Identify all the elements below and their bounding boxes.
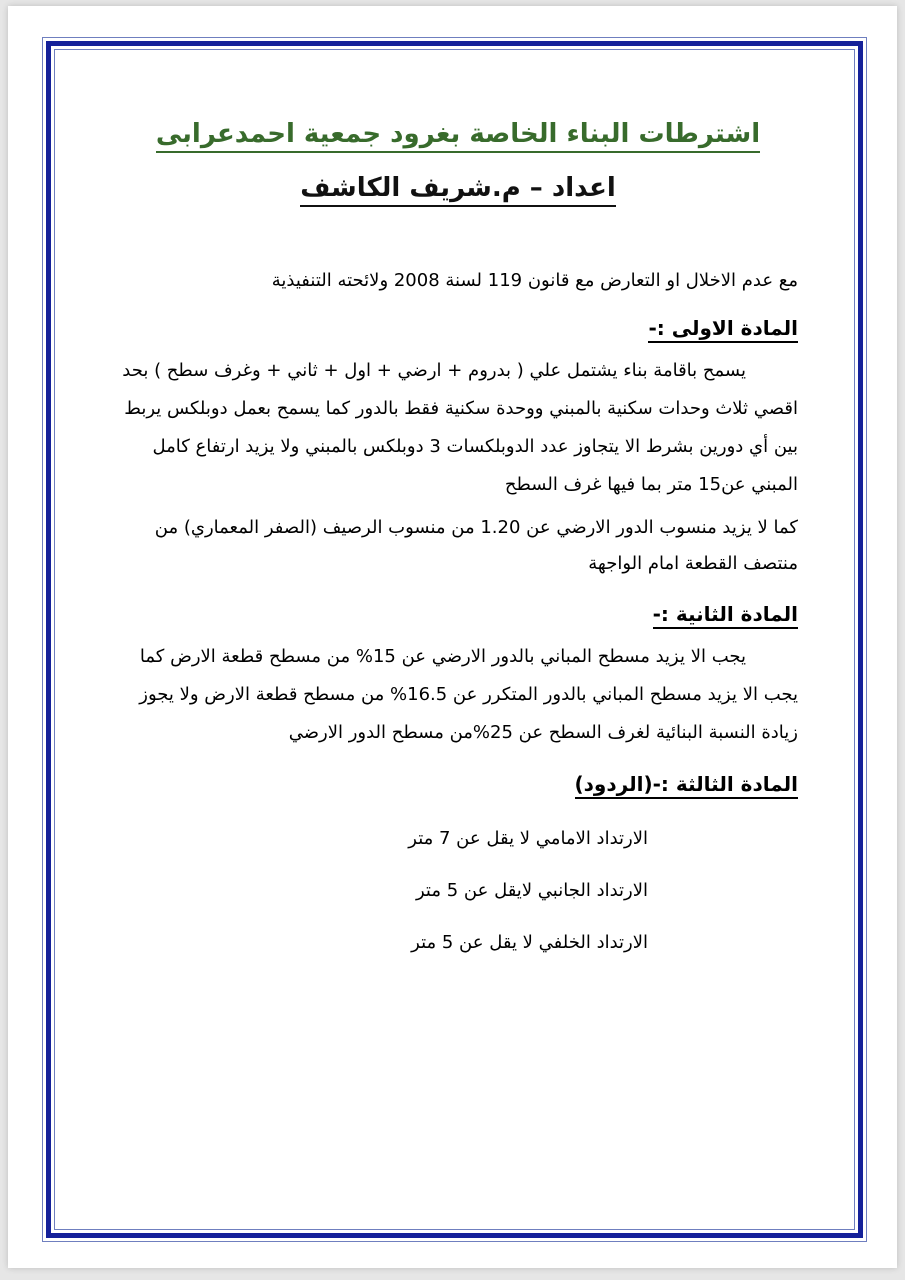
document-title-text: اشترطات البناء الخاصة بغرود جمعية احمدعرابى xyxy=(156,119,760,153)
document-author-text: اعداد – م.شريف الكاشف xyxy=(300,173,616,207)
article-1-heading xyxy=(118,312,798,344)
setback-front: الارتداد الامامي لا يقل عن 7 متر xyxy=(408,828,648,849)
article-1-paragraph-1: يسمح باقامة بناء يشتمل علي ( بدروم + ارضي + اول + ثاني + وغرف سطح ) بحد اقصي ثلاث وحدات سكنية بالمبني ووحدة سكنية فقط بالدور كما يسمح بعمل دوبلكس يربط بين أي دورين بشرط الا يتجاوز عدد الدوبلكسات 3 دوبلكس بالمبني ولا يزيد ارتفاع كامل المبني عن15 متر بما فيها غرف السطح xyxy=(122,360,798,495)
document-author xyxy=(118,168,798,208)
article-2-heading xyxy=(118,598,798,630)
article-3-heading xyxy=(118,768,798,800)
setback-side: الارتداد الجانبي لايقل عن 5 متر xyxy=(416,880,648,901)
document-title xyxy=(118,114,798,154)
setback-rear: الارتداد الخلفي لا يقل عن 5 متر xyxy=(411,932,648,953)
intro-text: مع عدم الاخلال او التعارض مع قانون 119 لسنة 2008 ولائحته التنفيذية xyxy=(271,270,798,291)
document-content xyxy=(118,100,798,956)
article-3-heading-text: المادة الثالثة :-(الردود) xyxy=(575,772,798,799)
article-1-paragraph-2: كما لا يزيد منسوب الدور الارضي عن 1.20 من منسوب الرصيف (الصفر المعماري) من منتصف القطعة امام الواجهة xyxy=(154,517,798,574)
article-1-heading-text: المادة الاولى :- xyxy=(648,316,798,343)
article-2-heading-text: المادة الثانية :- xyxy=(653,602,798,629)
article-2-paragraph: يجب الا يزيد مسطح المباني بالدور الارضي عن 15% من مسطح قطعة الارض كما يجب الا يزيد مسطح المباني بالدور المتكرر عن 16.5% من مسطح قطعة الارض ولا يجوز زيادة النسبة البنائية لغرف السطح عن 25%من مسطح الدور الارضي xyxy=(139,646,798,743)
